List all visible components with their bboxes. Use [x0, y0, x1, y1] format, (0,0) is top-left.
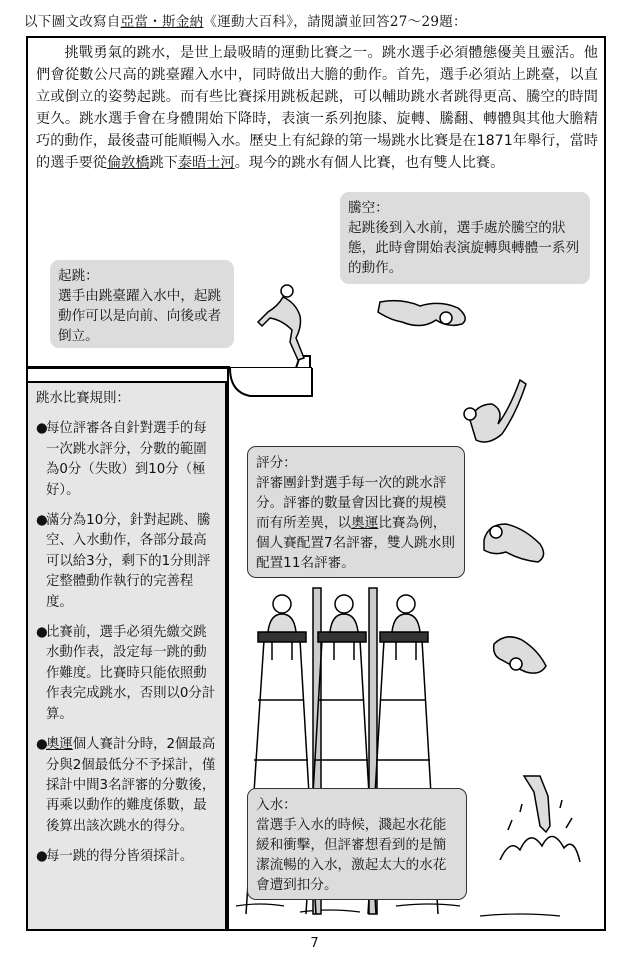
- rule-item: ● 比賽前，選手必須先繳交跳水動作表，設定每一跳的動作難度。比賽時只能依照動作表完成跳水，否則以0分計算。: [36, 625, 216, 722]
- takeoff-bubble: [50, 260, 234, 348]
- airborne-bubble: [340, 192, 590, 284]
- diver-airborne-3: [484, 524, 544, 562]
- scoring-title: 評分：: [256, 455, 297, 471]
- place-london-bridge: 倫敦橋: [106, 155, 150, 171]
- question-header: 以下圖文改寫自亞當・斯金納《運動大百科》，請閱讀並回答27～29題：: [24, 14, 467, 30]
- judge-figures: [268, 595, 420, 660]
- takeoff-title: 起跳：: [58, 268, 99, 284]
- rules-title: 跳水比賽規則：: [36, 391, 130, 406]
- diver-entry-splash: [500, 776, 580, 862]
- entry-title: 入水：: [256, 797, 297, 813]
- takeoff-text: 選手由跳臺躍入水中，起跳動作可以是向前、向後或者倒立。: [58, 288, 222, 344]
- place-thames: 泰晤士河: [177, 155, 235, 171]
- author-name: 亞當・斯金納: [120, 14, 204, 30]
- airborne-text: 起跳後到入水前，選手處於騰空的狀態，此時會開始表演旋轉與轉體一系列的動作。: [348, 220, 580, 276]
- entry-bubble: [247, 788, 467, 900]
- book-title: 《運動大百科》: [203, 14, 294, 30]
- rule-item: ● 每位評審各自針對選手的每一次跳水評分，分數的範圍為0分（失敗）到10分（極好）。: [36, 421, 207, 498]
- rule-item: ● 奧運個人賽計分時，2個最高分與2個最低分不予採計，僅採計中間3名評審的分數後，再乘以動作的難度係數，最後算出該次跳水的得分。: [36, 737, 216, 834]
- rules-panel: [28, 381, 227, 929]
- intro-paragraph: 挑戰勇氣的跳水，是世上最吸睛的運動比賽之一。跳水選手必須體態優美且靈活。他們會從數公尺高的跳臺躍入水中，同時做出大膽的動作。首先，選手必須站上跳臺，以直立或倒立的姿勢起跳。而有些比賽採用跳板起跳，可以輔助跳水者跳得更高、騰空的時間更久。跳水選手會在身體開始下降時，表演一系列抱膝、旋轉、騰翻、轉體與其他大膽精巧的動作，最後盡可能順暢入水。歷史上有紀錄的第一場跳水比賽是在1871年舉行，當時的選手要從倫敦橋跳下泰晤士河。現今的跳水有個人比賽，也有雙人比賽。: [36, 45, 598, 171]
- diver-airborne-2: [464, 380, 526, 442]
- diver-airborne-1: [378, 301, 465, 326]
- section-divider: [26, 366, 230, 368]
- airborne-title: 騰空：: [348, 200, 389, 216]
- rule-item: ● 滿分為10分，針對起跳、騰空、入水動作，各部分最高可以給3分，剩下的1分則評定整體動作執行的完善程度。: [36, 513, 211, 610]
- water-surface: [236, 904, 560, 916]
- diver-airborne-4: [494, 637, 546, 673]
- scoring-bubble: 評分： 評審團針對選手每一次的跳水評分。評審的數量會因比賽的規模而有所差異，以奧運比賽為例，個人賽配置7名評審，雙人跳水則配置11名評審。: [247, 446, 465, 578]
- diver-takeoff: [258, 285, 304, 360]
- entry-text: 當選手入水的時候，濺起水花能緩和衝擊，但評審想看到的是簡潔流暢的入水，激起太大的水花會遭到扣分。: [256, 817, 447, 893]
- olympic-link-text: 奧運: [351, 515, 379, 531]
- rule-item: ● 每一跳的得分皆須採計。: [36, 849, 194, 865]
- page-number: 7: [310, 936, 319, 951]
